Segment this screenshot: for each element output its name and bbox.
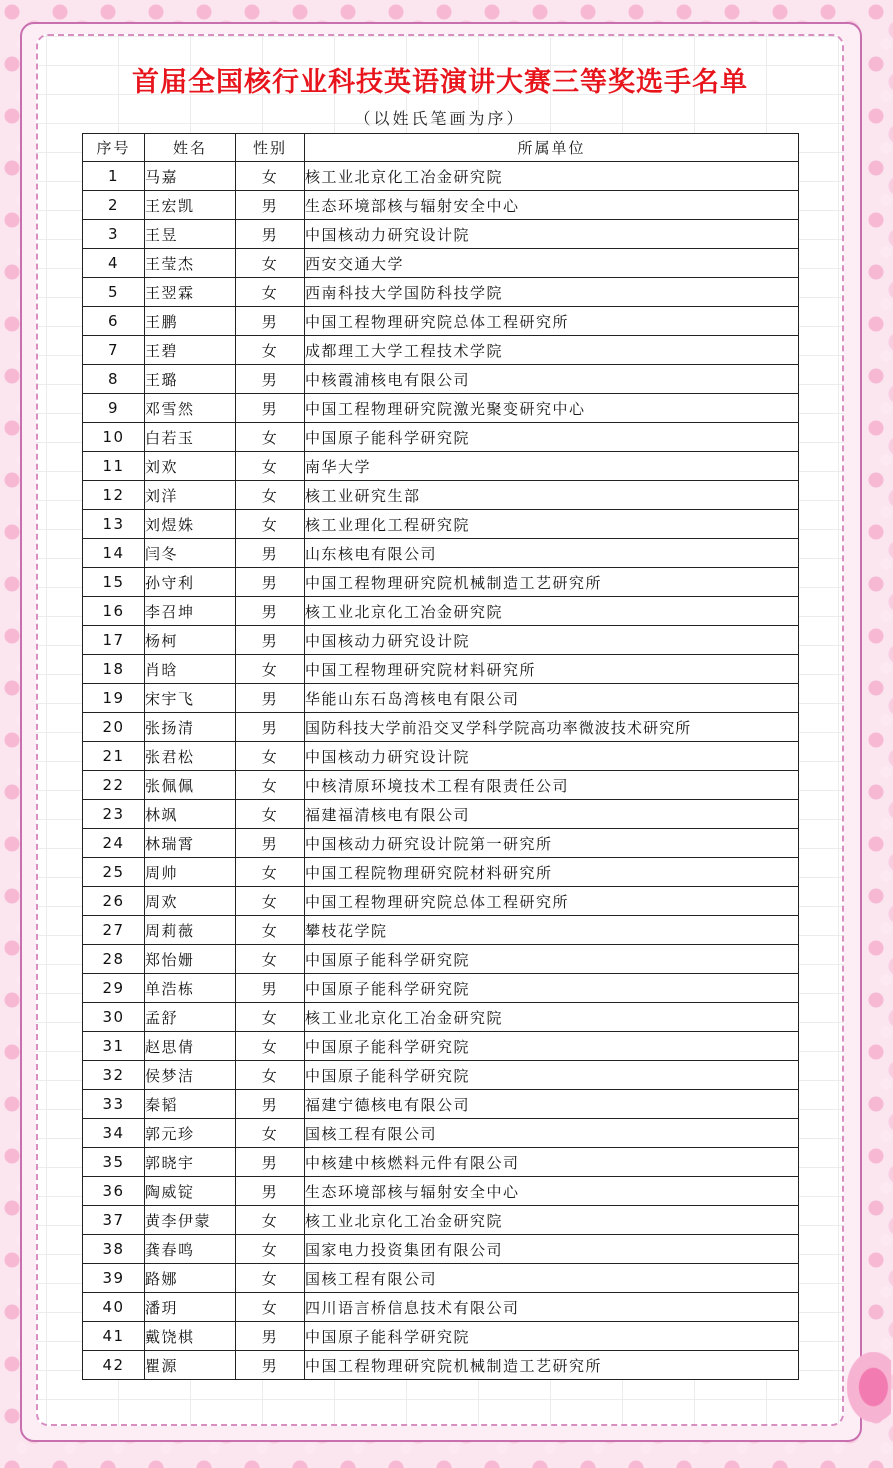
cell-unit: 核工业北京化工冶金研究院 bbox=[305, 1206, 799, 1235]
cell-no: 10 bbox=[83, 423, 145, 452]
cell-no: 29 bbox=[83, 974, 145, 1003]
cell-unit: 中国原子能科学研究院 bbox=[305, 945, 799, 974]
cell-name: 周帅 bbox=[145, 858, 236, 887]
cell-name: 郭元珍 bbox=[145, 1119, 236, 1148]
cell-gender: 女 bbox=[236, 655, 305, 684]
cell-unit: 中国工程物理研究院总体工程研究所 bbox=[305, 307, 799, 336]
cell-name: 闫冬 bbox=[145, 539, 236, 568]
cell-name: 郑怡姗 bbox=[145, 945, 236, 974]
cell-name: 刘欢 bbox=[145, 452, 236, 481]
cell-unit: 中国工程物理研究院激光聚变研究中心 bbox=[305, 394, 799, 423]
table-row bbox=[83, 249, 799, 278]
cell-no: 31 bbox=[83, 1032, 145, 1061]
cell-name: 肖晗 bbox=[145, 655, 236, 684]
cell-gender: 女 bbox=[236, 423, 305, 452]
cell-unit: 生态环境部核与辐射安全中心 bbox=[305, 1177, 799, 1206]
table-row bbox=[83, 539, 799, 568]
cell-no: 27 bbox=[83, 916, 145, 945]
cell-no: 3 bbox=[83, 220, 145, 249]
cell-gender: 女 bbox=[236, 1003, 305, 1032]
cell-gender: 女 bbox=[236, 1293, 305, 1322]
cell-gender: 女 bbox=[236, 771, 305, 800]
cell-name: 王璐 bbox=[145, 365, 236, 394]
cell-gender: 女 bbox=[236, 1206, 305, 1235]
table-row bbox=[83, 1032, 799, 1061]
cell-unit: 华能山东石岛湾核电有限公司 bbox=[305, 684, 799, 713]
table-row bbox=[83, 307, 799, 336]
cell-name: 周欢 bbox=[145, 887, 236, 916]
cell-name: 王昱 bbox=[145, 220, 236, 249]
table-row bbox=[83, 945, 799, 974]
table-body bbox=[83, 162, 799, 1380]
cell-name: 刘煜姝 bbox=[145, 510, 236, 539]
cell-no: 28 bbox=[83, 945, 145, 974]
table-row bbox=[83, 1090, 799, 1119]
cell-gender: 男 bbox=[236, 394, 305, 423]
cell-name: 赵思倩 bbox=[145, 1032, 236, 1061]
cell-gender: 女 bbox=[236, 1264, 305, 1293]
table-row bbox=[83, 365, 799, 394]
cell-gender: 男 bbox=[236, 1148, 305, 1177]
cell-unit: 国家电力投资集团有限公司 bbox=[305, 1235, 799, 1264]
cell-name: 林瑞霄 bbox=[145, 829, 236, 858]
cell-gender: 女 bbox=[236, 945, 305, 974]
cell-gender: 女 bbox=[236, 1119, 305, 1148]
table-row bbox=[83, 1177, 799, 1206]
cell-gender: 女 bbox=[236, 162, 305, 191]
cell-no: 38 bbox=[83, 1235, 145, 1264]
cell-unit: 核工业理化工程研究院 bbox=[305, 510, 799, 539]
cell-no: 36 bbox=[83, 1177, 145, 1206]
cell-unit: 中国工程物理研究院材料研究所 bbox=[305, 655, 799, 684]
cell-no: 17 bbox=[83, 626, 145, 655]
cell-gender: 男 bbox=[236, 597, 305, 626]
cell-unit: 核工业北京化工冶金研究院 bbox=[305, 597, 799, 626]
table-row bbox=[83, 162, 799, 191]
cell-gender: 女 bbox=[236, 742, 305, 771]
table-row bbox=[83, 1061, 799, 1090]
header-gender: 性别 bbox=[236, 134, 305, 162]
cell-name: 黄李伊蒙 bbox=[145, 1206, 236, 1235]
cell-no: 26 bbox=[83, 887, 145, 916]
table-row bbox=[83, 423, 799, 452]
cell-no: 11 bbox=[83, 452, 145, 481]
cell-name: 孙守利 bbox=[145, 568, 236, 597]
cell-name: 李召坤 bbox=[145, 597, 236, 626]
cell-gender: 男 bbox=[236, 1090, 305, 1119]
cell-no: 24 bbox=[83, 829, 145, 858]
cell-unit: 南华大学 bbox=[305, 452, 799, 481]
cell-no: 42 bbox=[83, 1351, 145, 1380]
cell-no: 30 bbox=[83, 1003, 145, 1032]
cell-name: 王碧 bbox=[145, 336, 236, 365]
header-name: 姓名 bbox=[145, 134, 236, 162]
page-subtitle: （以姓氏笔画为序） bbox=[354, 109, 526, 128]
winners-table bbox=[82, 133, 799, 1380]
cell-name: 王莹杰 bbox=[145, 249, 236, 278]
cell-unit: 山东核电有限公司 bbox=[305, 539, 799, 568]
cell-unit: 中国原子能科学研究院 bbox=[305, 1032, 799, 1061]
table-row bbox=[83, 568, 799, 597]
cell-name: 张君松 bbox=[145, 742, 236, 771]
cell-gender: 男 bbox=[236, 1177, 305, 1206]
table-row bbox=[83, 220, 799, 249]
table-row bbox=[83, 1003, 799, 1032]
cell-name: 白若玉 bbox=[145, 423, 236, 452]
cell-gender: 女 bbox=[236, 510, 305, 539]
table-row bbox=[83, 626, 799, 655]
table-row bbox=[83, 974, 799, 1003]
cell-no: 34 bbox=[83, 1119, 145, 1148]
table-row bbox=[83, 1119, 799, 1148]
table-row bbox=[83, 597, 799, 626]
cell-unit: 中国核动力研究设计院第一研究所 bbox=[305, 829, 799, 858]
cell-no: 4 bbox=[83, 249, 145, 278]
table-row bbox=[83, 191, 799, 220]
cell-unit: 中国工程物理研究院机械制造工艺研究所 bbox=[305, 1351, 799, 1380]
cell-unit: 中国工程物理研究院机械制造工艺研究所 bbox=[305, 568, 799, 597]
table-row bbox=[83, 1148, 799, 1177]
cell-gender: 男 bbox=[236, 1351, 305, 1380]
cell-name: 张扬清 bbox=[145, 713, 236, 742]
cell-gender: 女 bbox=[236, 858, 305, 887]
cell-name: 宋宇飞 bbox=[145, 684, 236, 713]
cell-name: 瞿源 bbox=[145, 1351, 236, 1380]
cell-unit: 中国核动力研究设计院 bbox=[305, 220, 799, 249]
cell-unit: 生态环境部核与辐射安全中心 bbox=[305, 191, 799, 220]
cell-gender: 男 bbox=[236, 307, 305, 336]
cell-gender: 男 bbox=[236, 626, 305, 655]
cell-name: 张佩佩 bbox=[145, 771, 236, 800]
cell-name: 单浩栋 bbox=[145, 974, 236, 1003]
cell-gender: 女 bbox=[236, 1032, 305, 1061]
cell-no: 37 bbox=[83, 1206, 145, 1235]
cell-gender: 女 bbox=[236, 481, 305, 510]
table-row bbox=[83, 336, 799, 365]
cell-name: 周莉薇 bbox=[145, 916, 236, 945]
cell-unit: 成都理工大学工程技术学院 bbox=[305, 336, 799, 365]
cell-gender: 女 bbox=[236, 1061, 305, 1090]
cell-name: 马嘉 bbox=[145, 162, 236, 191]
cell-unit: 中国原子能科学研究院 bbox=[305, 974, 799, 1003]
table-row bbox=[83, 1293, 799, 1322]
cell-gender: 女 bbox=[236, 278, 305, 307]
cell-gender: 男 bbox=[236, 829, 305, 858]
cell-unit: 攀枝花学院 bbox=[305, 916, 799, 945]
cell-gender: 男 bbox=[236, 568, 305, 597]
cell-gender: 男 bbox=[236, 1322, 305, 1351]
cell-no: 14 bbox=[83, 539, 145, 568]
cell-unit: 福建福清核电有限公司 bbox=[305, 800, 799, 829]
cell-unit: 中国工程院物理研究院材料研究所 bbox=[305, 858, 799, 887]
cell-no: 2 bbox=[83, 191, 145, 220]
cell-gender: 男 bbox=[236, 365, 305, 394]
cell-name: 王翌霖 bbox=[145, 278, 236, 307]
cell-name: 王宏凯 bbox=[145, 191, 236, 220]
table-row bbox=[83, 1351, 799, 1380]
table-row bbox=[83, 481, 799, 510]
cell-name: 邓雪然 bbox=[145, 394, 236, 423]
cell-name: 陶威锭 bbox=[145, 1177, 236, 1206]
cell-unit: 西南科技大学国防科技学院 bbox=[305, 278, 799, 307]
cell-unit: 核工业北京化工冶金研究院 bbox=[305, 1003, 799, 1032]
table-row bbox=[83, 1264, 799, 1293]
table-row bbox=[83, 278, 799, 307]
cell-name: 路娜 bbox=[145, 1264, 236, 1293]
table-row bbox=[83, 858, 799, 887]
cell-name: 孟舒 bbox=[145, 1003, 236, 1032]
cell-gender: 女 bbox=[236, 336, 305, 365]
cell-no: 21 bbox=[83, 742, 145, 771]
cell-no: 15 bbox=[83, 568, 145, 597]
cell-unit: 中国工程物理研究院总体工程研究所 bbox=[305, 887, 799, 916]
cell-gender: 男 bbox=[236, 974, 305, 1003]
cell-no: 16 bbox=[83, 597, 145, 626]
cell-unit: 中核清原环境技术工程有限责任公司 bbox=[305, 771, 799, 800]
cell-unit: 中核建中核燃料元件有限公司 bbox=[305, 1148, 799, 1177]
table-row bbox=[83, 916, 799, 945]
cell-unit: 中国原子能科学研究院 bbox=[305, 1322, 799, 1351]
cell-no: 13 bbox=[83, 510, 145, 539]
cell-name: 杨柯 bbox=[145, 626, 236, 655]
cell-no: 19 bbox=[83, 684, 145, 713]
table-row bbox=[83, 887, 799, 916]
cell-unit: 四川语言桥信息技术有限公司 bbox=[305, 1293, 799, 1322]
table-row bbox=[83, 394, 799, 423]
cell-name: 刘洋 bbox=[145, 481, 236, 510]
cell-gender: 男 bbox=[236, 191, 305, 220]
cell-unit: 中国原子能科学研究院 bbox=[305, 423, 799, 452]
cell-unit: 核工业北京化工冶金研究院 bbox=[305, 162, 799, 191]
table-row bbox=[83, 713, 799, 742]
cell-no: 35 bbox=[83, 1148, 145, 1177]
cell-gender: 女 bbox=[236, 887, 305, 916]
table-header-row bbox=[83, 134, 799, 162]
cell-no: 7 bbox=[83, 336, 145, 365]
cell-unit: 福建宁德核电有限公司 bbox=[305, 1090, 799, 1119]
table-row bbox=[83, 742, 799, 771]
cell-no: 33 bbox=[83, 1090, 145, 1119]
cell-no: 25 bbox=[83, 858, 145, 887]
cell-unit: 核工业研究生部 bbox=[305, 481, 799, 510]
cell-no: 22 bbox=[83, 771, 145, 800]
table-row bbox=[83, 1322, 799, 1351]
cell-no: 20 bbox=[83, 713, 145, 742]
table-row bbox=[83, 800, 799, 829]
table-row bbox=[83, 1235, 799, 1264]
cell-gender: 女 bbox=[236, 1235, 305, 1264]
cell-no: 8 bbox=[83, 365, 145, 394]
cell-unit: 中国原子能科学研究院 bbox=[305, 1061, 799, 1090]
cell-no: 39 bbox=[83, 1264, 145, 1293]
cell-no: 18 bbox=[83, 655, 145, 684]
table-row bbox=[83, 655, 799, 684]
cell-name: 龚春鸣 bbox=[145, 1235, 236, 1264]
cell-name: 秦韬 bbox=[145, 1090, 236, 1119]
cell-unit: 国核工程有限公司 bbox=[305, 1119, 799, 1148]
cell-no: 32 bbox=[83, 1061, 145, 1090]
cell-gender: 女 bbox=[236, 452, 305, 481]
table-row bbox=[83, 771, 799, 800]
cell-gender: 男 bbox=[236, 713, 305, 742]
cell-name: 郭晓宇 bbox=[145, 1148, 236, 1177]
cell-unit: 中国核动力研究设计院 bbox=[305, 626, 799, 655]
cell-unit: 国防科技大学前沿交叉学科学院高功率微波技术研究所 bbox=[305, 713, 799, 742]
cell-name: 戴饶棋 bbox=[145, 1322, 236, 1351]
cell-name: 王鹏 bbox=[145, 307, 236, 336]
cell-gender: 男 bbox=[236, 684, 305, 713]
cell-unit: 西安交通大学 bbox=[305, 249, 799, 278]
cell-unit: 中国核动力研究设计院 bbox=[305, 742, 799, 771]
table-row bbox=[83, 684, 799, 713]
cell-no: 1 bbox=[83, 162, 145, 191]
cell-gender: 女 bbox=[236, 916, 305, 945]
table-row bbox=[83, 510, 799, 539]
cell-unit: 国核工程有限公司 bbox=[305, 1264, 799, 1293]
cell-unit: 中核霞浦核电有限公司 bbox=[305, 365, 799, 394]
cell-name: 林飒 bbox=[145, 800, 236, 829]
flower-decoration-icon bbox=[847, 1352, 891, 1422]
table-row bbox=[83, 452, 799, 481]
cell-no: 9 bbox=[83, 394, 145, 423]
cell-name: 侯梦洁 bbox=[145, 1061, 236, 1090]
table-row bbox=[83, 1206, 799, 1235]
cell-name: 潘玥 bbox=[145, 1293, 236, 1322]
cell-gender: 女 bbox=[236, 249, 305, 278]
header-no: 序号 bbox=[83, 134, 145, 162]
cell-no: 41 bbox=[83, 1322, 145, 1351]
cell-no: 5 bbox=[83, 278, 145, 307]
header-unit: 所属单位 bbox=[305, 134, 799, 162]
page-title: 首届全国核行业科技英语演讲大赛三等奖选手名单 bbox=[132, 67, 748, 98]
cell-gender: 男 bbox=[236, 220, 305, 249]
cell-no: 6 bbox=[83, 307, 145, 336]
cell-no: 12 bbox=[83, 481, 145, 510]
cell-gender: 男 bbox=[236, 539, 305, 568]
cell-no: 40 bbox=[83, 1293, 145, 1322]
cell-no: 23 bbox=[83, 800, 145, 829]
cell-gender: 女 bbox=[236, 800, 305, 829]
table-row bbox=[83, 829, 799, 858]
